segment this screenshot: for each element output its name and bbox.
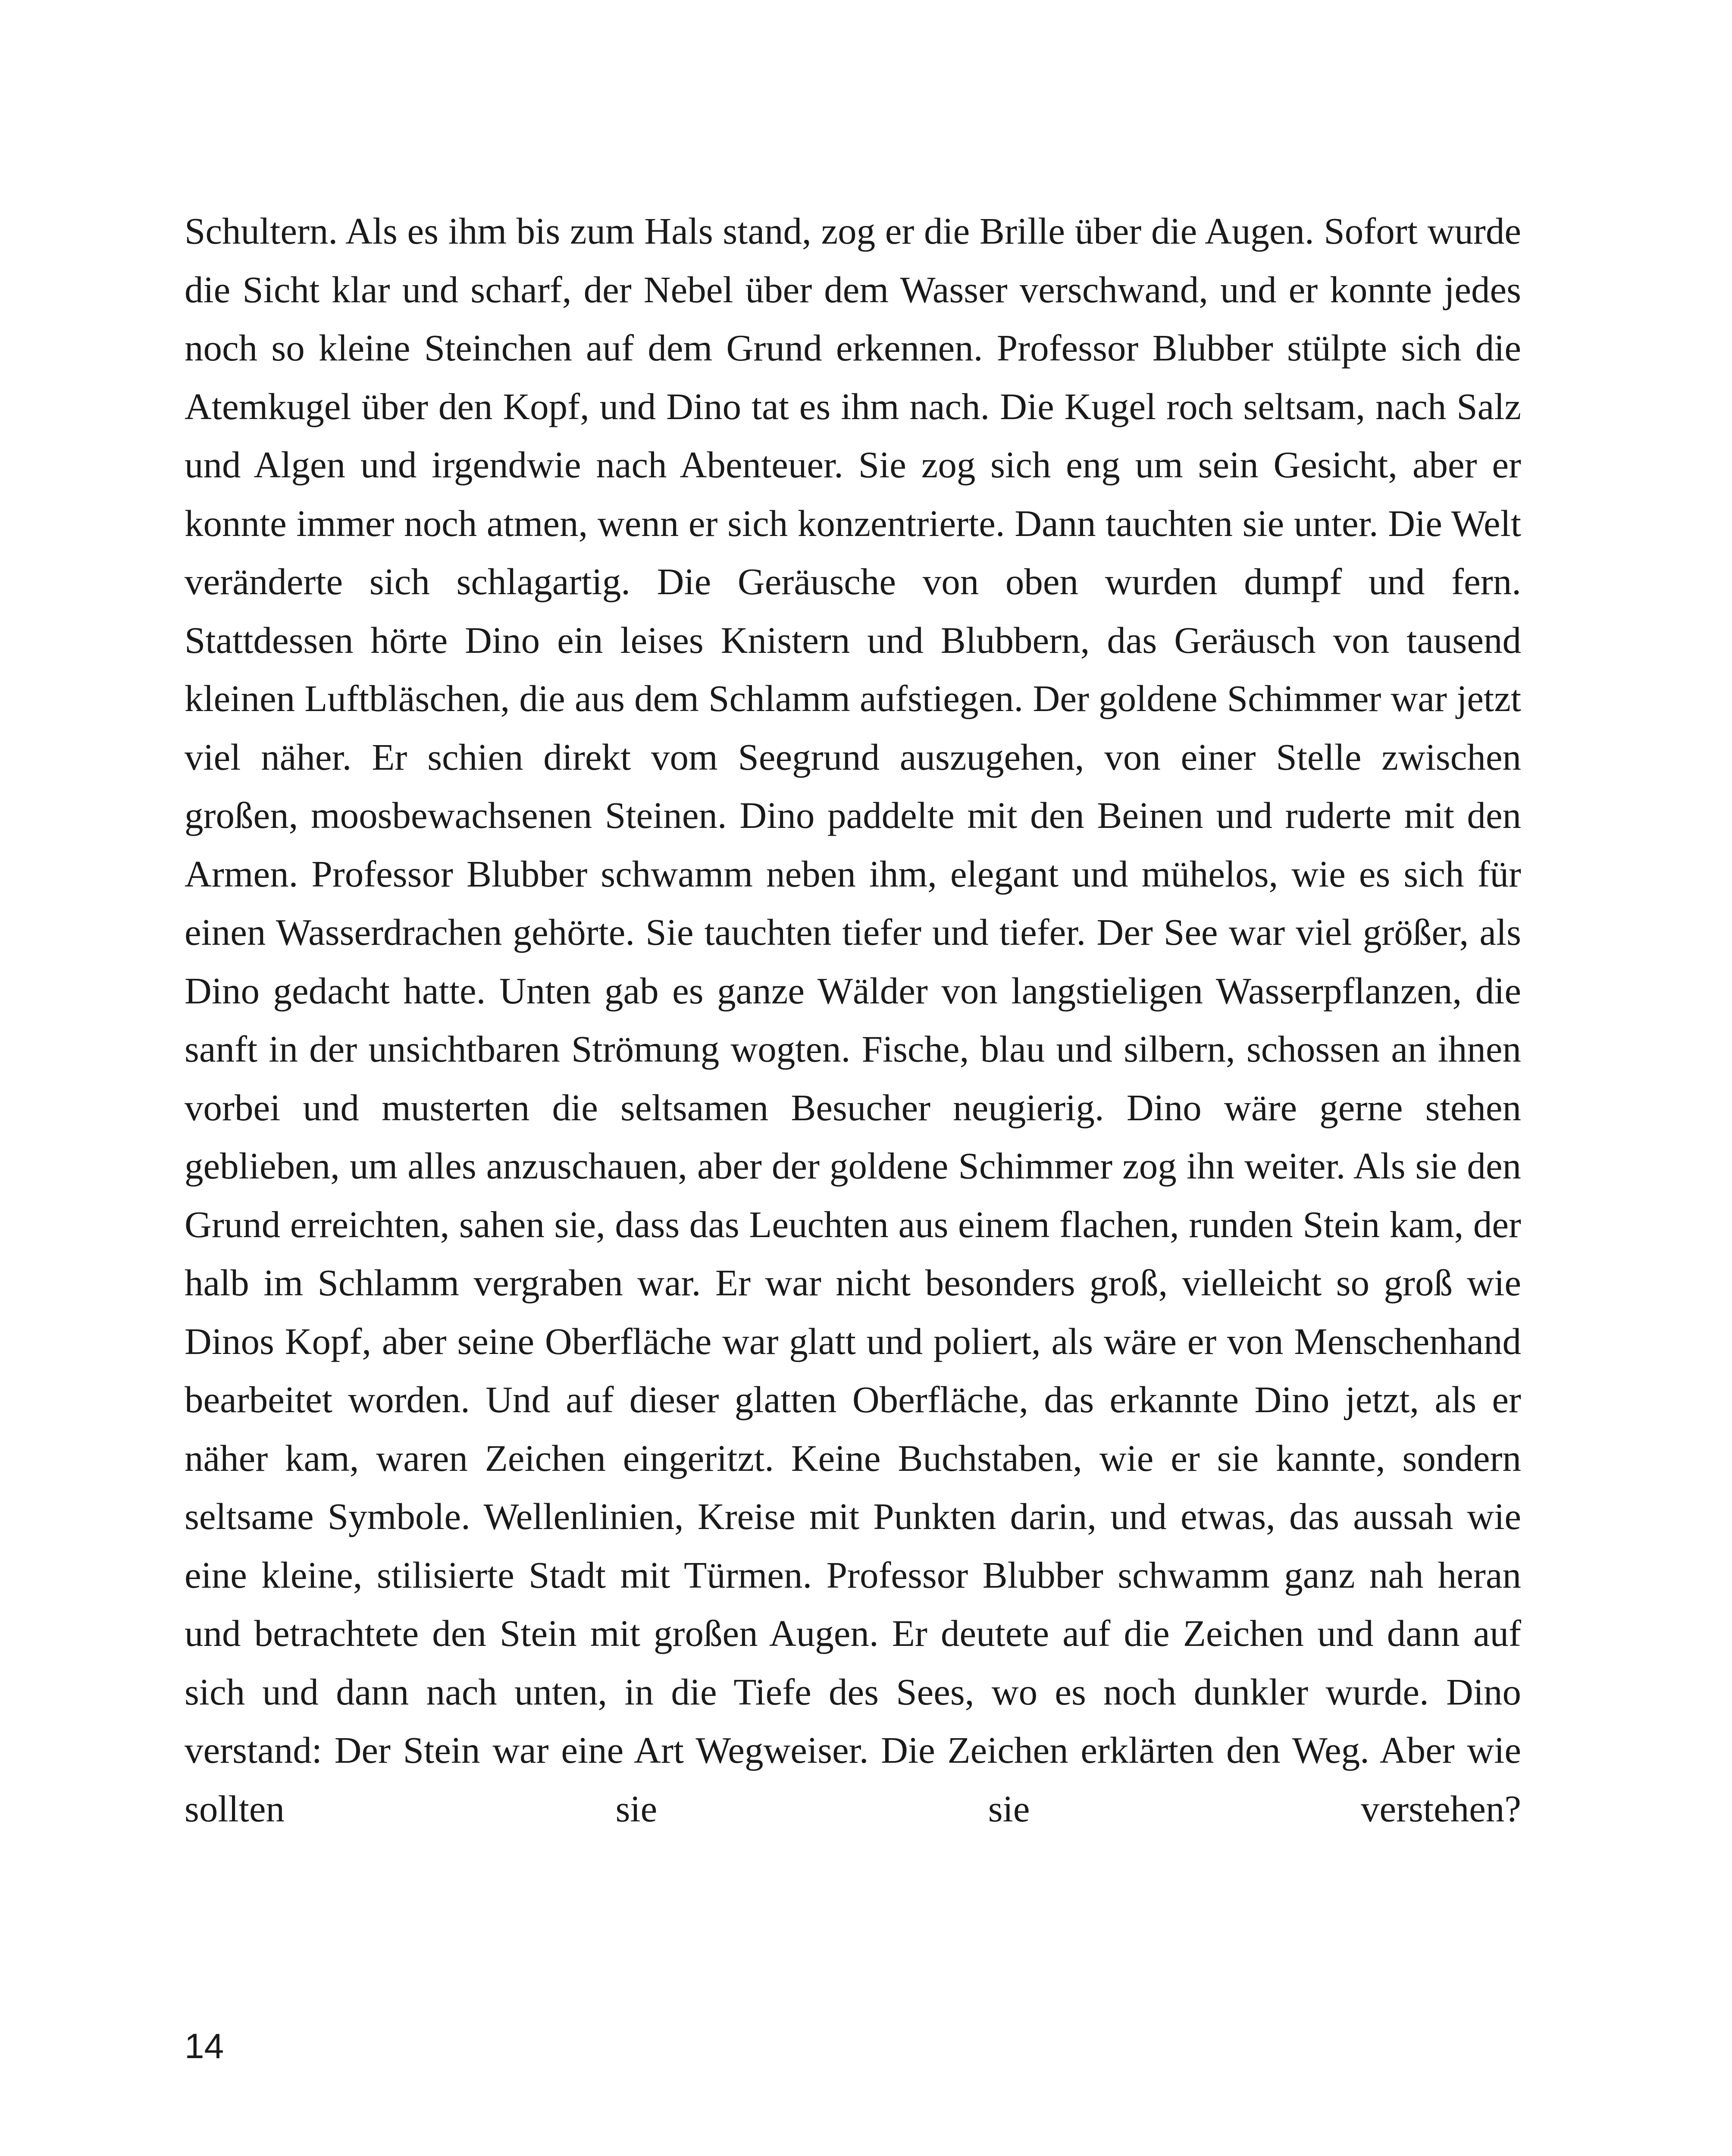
body-paragraph: Schultern. Als es ihm bis zum Hals stand, zog er die Brille über die Augen. Sofort wurde die Sicht klar und scharf, der Nebel über dem Wasser verschwand, und er konnte jedes noch so kleine Steinchen auf dem Grund erkennen. Professor Blubber stülpte sich die Atemkugel über den Kopf, und Dino tat es ihm nach. Die Kugel roch seltsam, nach Salz und Algen und irgendwie nach Abenteuer. Sie zog sich eng um sein Gesicht, aber er konnte immer noch atmen, wenn er sich konzentrierte. Dann tauchten sie unter. Die Welt veränderte sich schlagartig. Die Geräusche von oben wurden dumpf und fern. Stattdessen hörte Dino ein leises Knistern und Blubbern, das Geräusch von tausend kleinen Luftbläschen, die aus dem Schlamm aufstiegen. Der goldene Schimmer war jetzt viel näher. Er schien direkt vom Seegrund auszugehen, von einer Stelle zwischen großen, moosbewachsenen Steinen. Dino paddelte mit den Beinen und ruderte mit den Armen. Professor Blubber schwamm neben ihm, elegant und mühelos, wie es sich für einen Wasserdrachen gehörte. Sie tauchten tiefer und tiefer. Der See war viel größer, als Dino gedacht hatte. Unten gab es ganze Wälder von langstieligen Wasserpflanzen, die sanft in der unsichtbaren Strömung wogten. Fische, blau und silbern, schossen an ihnen vorbei und musterten die seltsamen Besucher neugierig. Dino wäre gerne stehen geblieben, um alles anzuschauen, aber der goldene Schimmer zog ihn weiter. Als sie den Grund erreichten, sahen sie, dass das Leuchten aus einem flachen, runden Stein kam, der halb im Schlamm vergraben war. Er war nicht besonders groß, vielleicht so groß wie Dinos Kopf, aber seine Oberfläche war glatt und poliert, als wäre er von Menschenhand bearbeitet worden. Und auf dieser glatten Oberfläche, das erkannte Dino jetzt, als er näher kam, waren Zeichen eingeritzt. Keine Buchstaben, wie er sie kannte, sondern seltsame Symbole. Wellenlinien, Kreise mit Punkten darin, und etwas, das aussah wie eine kleine, stilisierte Stadt mit Türmen. Professor Blubber schwamm ganz nah heran und betrachtete den Stein mit großen Augen. Er deutete auf die Zeichen und dann auf sich und dann nach unten, in die Tiefe des Sees, wo es noch dunkler wurde. Dino verstand: Der Stein war eine Art Wegweiser. Die Zeichen erklärten den Weg. Aber wie sollten sie sie verstehen? xyxy=(185,210,1521,1830)
page-number: 14 xyxy=(185,2027,224,2066)
